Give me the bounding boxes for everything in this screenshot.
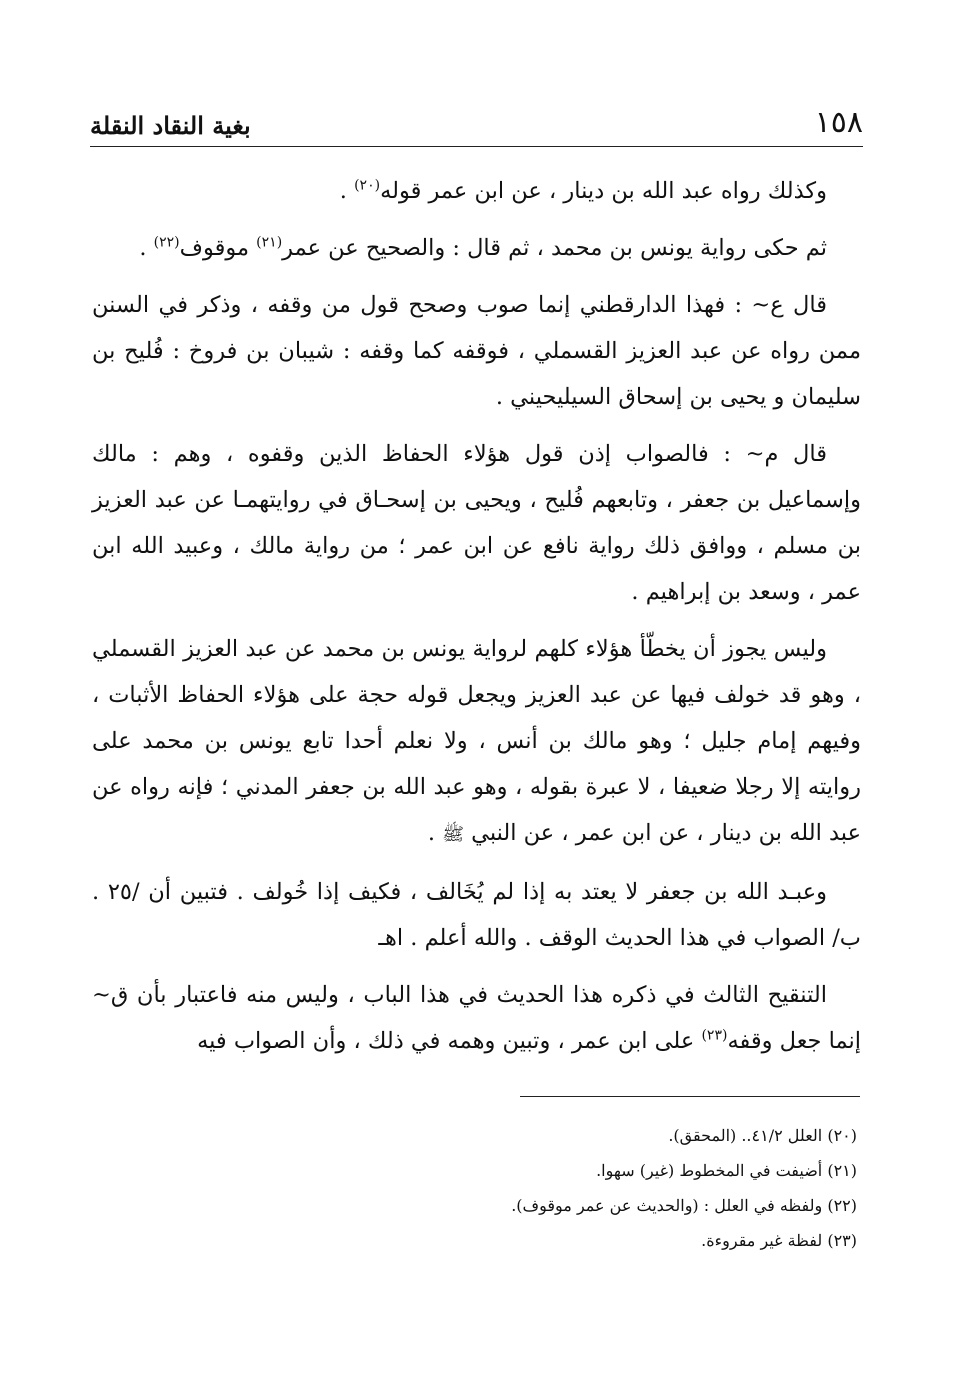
text-run: وكذلك رواه عبد الله بن دينار ، عن ابن عمر قوله <box>380 178 827 204</box>
text-run: قال ع~ : فهذا الدارقطني إنما صوب وصحح قول من وقفه ، وذكر في السنن ممن رواه عن عبد العزيز القسملي ، فوقفه كما وقفه : شيبان بن فروخ : فُليح بن سليمان و يحيى بن إسحاق السيليحيني . <box>92 292 861 410</box>
main-text <box>92 168 861 1075</box>
text-run: . <box>427 820 443 846</box>
paragraph <box>92 972 861 1064</box>
text-run: ثم حكى رواية يونس بن محمد ، ثم قال : والصحيح عن عمر <box>282 235 827 261</box>
footnotes <box>92 1118 857 1258</box>
running-title: بغية النقاد النقلة <box>90 111 251 140</box>
text-run: التنقيح الثالث في ذكره هذا الحديث في هذا الباب ، وليس منه فاعتبار بأن ق~ إنما جعل وقفه <box>92 982 861 1054</box>
footnote: (٢٣) لفظة غير مقروءة. <box>701 1231 857 1250</box>
paragraph <box>92 626 861 858</box>
text-run: موقوف <box>179 235 257 261</box>
text-run: . <box>339 178 355 204</box>
footnote: (٢١) أضيفت في المخطوط (غير) سهوا. <box>596 1161 857 1180</box>
footnote-ref: (٢٢) <box>153 234 180 251</box>
paragraph <box>92 168 861 214</box>
page-number: ١٥٨ <box>814 105 863 140</box>
footnote-ref: (٢١) <box>256 234 283 251</box>
footnote-divider <box>520 1096 860 1097</box>
text-run: على ابن عمر ، وتبين وهمه في ذلك ، وأن الصواب فيه <box>197 1028 702 1054</box>
page-header <box>90 88 863 147</box>
paragraph <box>92 225 861 271</box>
footnote-ref: (٢٣) <box>701 1027 728 1044</box>
text-run: . <box>139 235 154 261</box>
paragraph <box>92 869 861 961</box>
text-run: وليس يجوز أن يخطّأ هؤلاء كلهم لرواية يونس بن محمد عن عبد العزيز القسملي ، وهو قد خولف فيها عن عبد العزيز ويجعل قوله حجة على هؤلاء الحفاظ الأثبات ، وفيهم إمام جليل ؛ وهو مالك بن أنس ، ولا نعلم أحدا تابع يونس بن محمد على روايته إلا رجلا ضعيفا ، لا عبرة بقوله ، وهو عبد الله بن جعفر المدني ؛ فإنه رواه عن عبد الله بن دينار ، عن ابن عمر ، عن النبي <box>92 636 861 846</box>
text-run: وعبـد الله بن جعفر لا يعتد به إذا لم يُخَالف ، فكيف إذا خُولف . فتبين أن /٢٥ . ب/ الصواب في هذا الحديث الوقف . والله أعلم . اهـ <box>92 879 861 951</box>
footnote: (٢٠) العلل ٤١/٢.. (المحقق). <box>668 1126 857 1145</box>
footnote-ref: (٢٠) <box>354 177 381 194</box>
text-run: قال م~ : فالصواب إذن قول هؤلاء الحفاظ الذين وقفوه ، وهم : مالك وإسماعيل بن جعفر ، وتابعهم فُليح ، ويحيى بن إسحـاق في روايتهمـا عن عبد العزيز بن مسلم ، ووافق ذلك رواية نافع عن ابن عمر ؛ من رواية مالك ، وعبيد الله ابن عمر ، وسعد بن إبراهيم . <box>92 441 861 605</box>
paragraph <box>92 431 861 615</box>
footnote: (٢٢) ولفظه في العلل : (والحديث عن عمر موقوف). <box>511 1196 857 1215</box>
paragraph <box>92 282 861 420</box>
salla-ligature: ﷺ <box>442 824 464 845</box>
